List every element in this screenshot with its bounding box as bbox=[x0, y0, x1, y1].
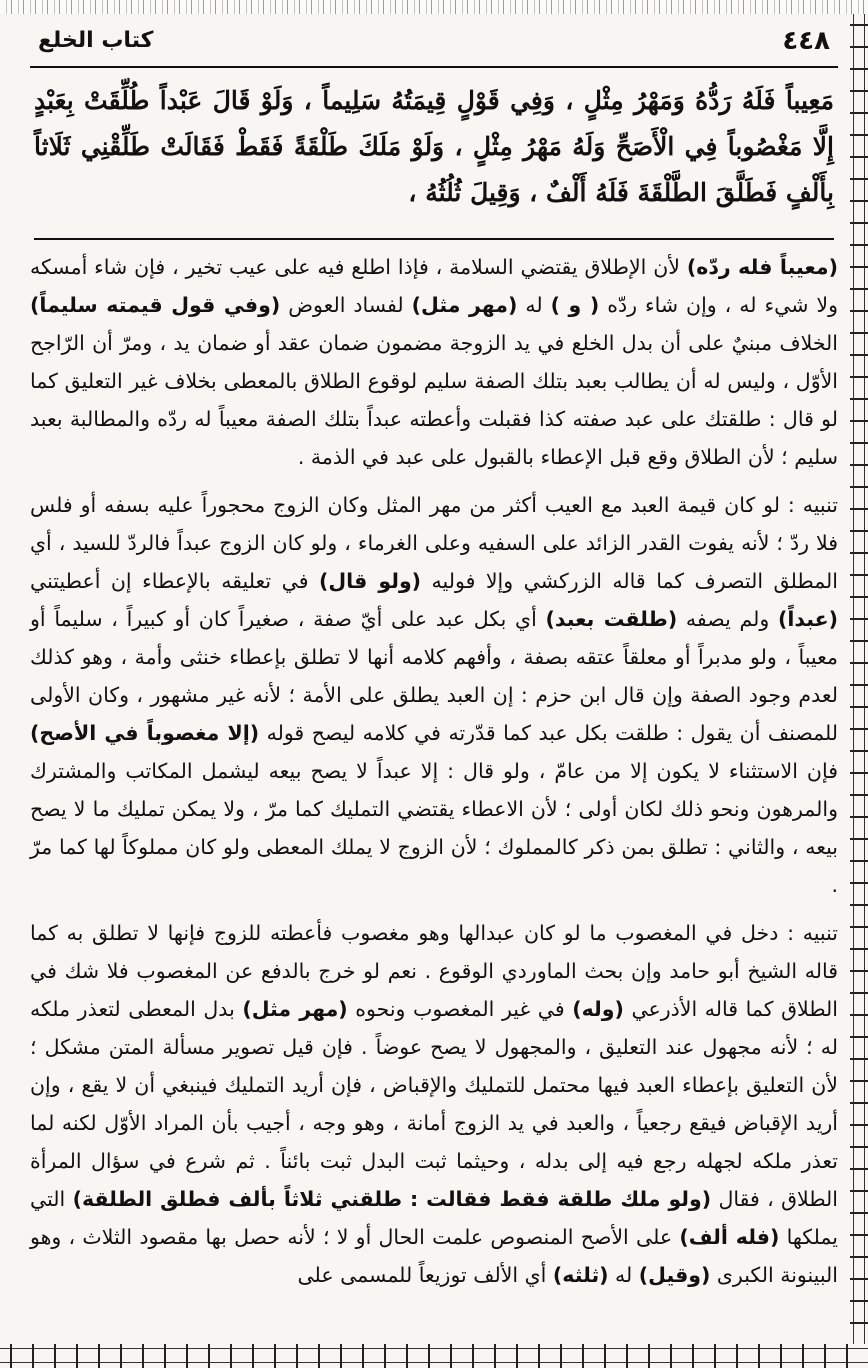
commentary-run: تنبيه : دخل في المغصوب ما لو كان عبدالها وهو مغصوب فأعطته للزوج فإنها لا تطلق به كما قاله الشيخ أبو حامد وإن بحث الماوردي الوقوع . نعم لو خرج بالدفع عن المغصوب فلا شك في الطلاق كما قاله الأذرعي bbox=[30, 921, 838, 1021]
matn-quote: (فله ألف) bbox=[679, 1225, 780, 1249]
commentary-run: في تعليقه بالإعطاء إن أعطيتني bbox=[30, 569, 319, 593]
commentary-run: في غير المغصوب ونحوه bbox=[347, 997, 573, 1021]
commentary-run: تنبيه : لو كان قيمة العبد مع العيب أكثر من مهر المثل وكان الزوج محجوراً عليه بسفه أو فلس فلا ردّ ؛ لأنه يفوت القدر الزائد على السفيه وعلى الغرماء ، ولو كان الزوج عبداً فالردّ للسيد ، أي المطلق التصرف كما قاله الزركشي وإلا فوليه bbox=[30, 493, 838, 593]
matn-quote: (إلا مغصوباً في الأصح) bbox=[30, 721, 260, 745]
matn-quote: (وقيل) bbox=[638, 1263, 711, 1287]
commentary-paragraph-2 bbox=[30, 486, 838, 904]
decorative-border-bottom bbox=[0, 1344, 868, 1368]
matn-quote: (معيباً فله ردّه) bbox=[686, 255, 838, 279]
commentary-text bbox=[30, 248, 838, 1294]
commentary-run: لفساد العوض bbox=[280, 293, 412, 317]
commentary-run: بدل المعطى لتعذر ملكه له ؛ لأنه مجهول عند التعليق ، والمجهول لا يصح عوضاً . فإن قيل تصوير مسألة المتن مشكل ؛ لأن التعليق بإعطاء العبد فيها محتمل للتمليك والإقباض ، فإن أريد التمليك فينبغي أن لا يقع ، وإن أريد الإقباض فيقع رجعياً ، والعبد في يد الزوج أمانة ، وهو وجه ، أجيب بأن المراد الأوّل لكنه لما تعذر ملكه لجهله رجع فيه إلى بدله ، وحيثما ثبت البدل ثبت بائناً . ثم شرع في سؤال المرأة الطلاق ، فقال bbox=[30, 997, 838, 1211]
commentary-paragraph-1 bbox=[30, 248, 838, 476]
matn-quote: (ثلثه) bbox=[552, 1263, 609, 1287]
page-number: ٤٤٨ bbox=[782, 26, 830, 56]
matn-paragraph: مَعِيباً فَلَهُ رَدُّهُ وَمَهْرُ مِثْلٍ ، وَفِي قَوْلٍ قِيمَتُهُ سَلِيماً ، وَلَوْ قَالَ عَبْداً طُلِّقَتْ بِعَبْدٍ إِلَّا مَغْصُوباً فِي الْأَصَحِّ وَلَهُ مَهْرُ مِثْلٍ ، وَلَوْ مَلَكَ طَلْقَةً فَقَطْ فَقَالَتْ طَلِّقْنِي ثَلَاثاً بِأَلْفٍ فَطَلَّقَ الطَّلْقَةَ فَلَهُ أَلْفٌ ، وَقِيلَ ثُلُثُهُ ، bbox=[34, 86, 834, 207]
commentary-paragraph-3 bbox=[30, 914, 838, 1294]
top-border bbox=[0, 0, 868, 14]
matn-quote: ( و ) bbox=[550, 293, 600, 317]
commentary-run: له bbox=[517, 293, 551, 317]
section-divider bbox=[34, 238, 834, 240]
commentary-run: الخلاف مبنيٌ على أن بدل الخلع في يد الزوجة مضمون ضمان عقد أو ضمان يد ، ومرّ أن الرّاجح الأوّل ، وليس له أن يطالب بعبد بتلك الصفة سليم لوقوع الطلاق بالمعطى بخلاف غير التعليق كما لو قال : طلقتك على عبد صفته كذا فقبلت وأعطته عبداً بتلك الصفة معيباً له ردّه والمطالبة بعبد سليم ؛ لأن الطلاق وقع قبل الإعطاء بالقبول على عبد في الذمة . bbox=[30, 331, 838, 469]
commentary-run: ولم يصفه bbox=[677, 607, 779, 631]
commentary-run: لأن الإطلاق يقتضي السلامة ، فإذا اطلع فيه على عيب تخير ، فإن شاء أمسكه ولا شيء له ، وإن شاء ردّه bbox=[30, 255, 838, 317]
commentary-run: التي يملكها bbox=[30, 1187, 838, 1249]
matn-quote: (ولو ملك طلقة فقط فقالت : طلقني ثلاثاً بألف فطلق الطلقة) bbox=[72, 1187, 712, 1211]
commentary-run: فإن الاستثناء لا يكون إلا من عامّ ، ولو قال : إلا عبداً لا يصح بيعه ليشمل المكاتب والمشترك والمرهون ونحو ذلك لكان أولى ؛ لأن الاعطاء يقتضي التمليك كما مرّ ، ولا يمكن تمليك ما لا يصح بيعه ، والثاني : تطلق بمن ذكر كالمملوك ؛ لأن الزوج لا يملك المعطى ولو كان مملوكاً لها كما مرّ . bbox=[30, 759, 838, 897]
decorative-border-right bbox=[850, 14, 868, 1344]
commentary-run: له bbox=[608, 1263, 639, 1287]
matn-quote: (وله) bbox=[572, 997, 624, 1021]
matn-quote: (ولو قال) bbox=[319, 569, 422, 593]
running-title: كتاب الخلع bbox=[38, 28, 154, 53]
commentary-run: أي الألف توزيعاً للمسمى على bbox=[297, 1263, 553, 1287]
commentary-run: أي بكل عبد على أيّ صفة ، صغيراً كان أو كبيراً ، سليماً أو معيباً ، ولو مدبراً أو معلقاً عتقه بصفة ، وأفهم كلامه أنها لا تطلق بإعطاء خنثى وأمة ، وهو كذلك لعدم وجود الصفة وإن قال ابن حزم : إن العبد يطلق على الأمة ؛ لأنه غير مشهور ، وكان الأولى للمصنف أن يقول : طلقت بكل عبد كما قدّرته في كلامه ليصح قوله bbox=[30, 607, 838, 745]
matn-text bbox=[34, 78, 834, 216]
matn-quote: (وفي قول قيمته سليماً) bbox=[30, 293, 281, 317]
matn-quote: (مهر مثل) bbox=[242, 997, 348, 1021]
matn-quote: (عبداً) bbox=[778, 607, 838, 631]
matn-quote: (مهر مثل) bbox=[411, 293, 518, 317]
matn-quote: (طلقت بعبد) bbox=[545, 607, 678, 631]
page-header bbox=[30, 20, 838, 68]
commentary-run: على الأصح المنصوص علمت الحال أو لا ؛ لأنه حصل بها مقصود الثلاث ، وهو البينونة الكبرى bbox=[30, 1225, 838, 1287]
